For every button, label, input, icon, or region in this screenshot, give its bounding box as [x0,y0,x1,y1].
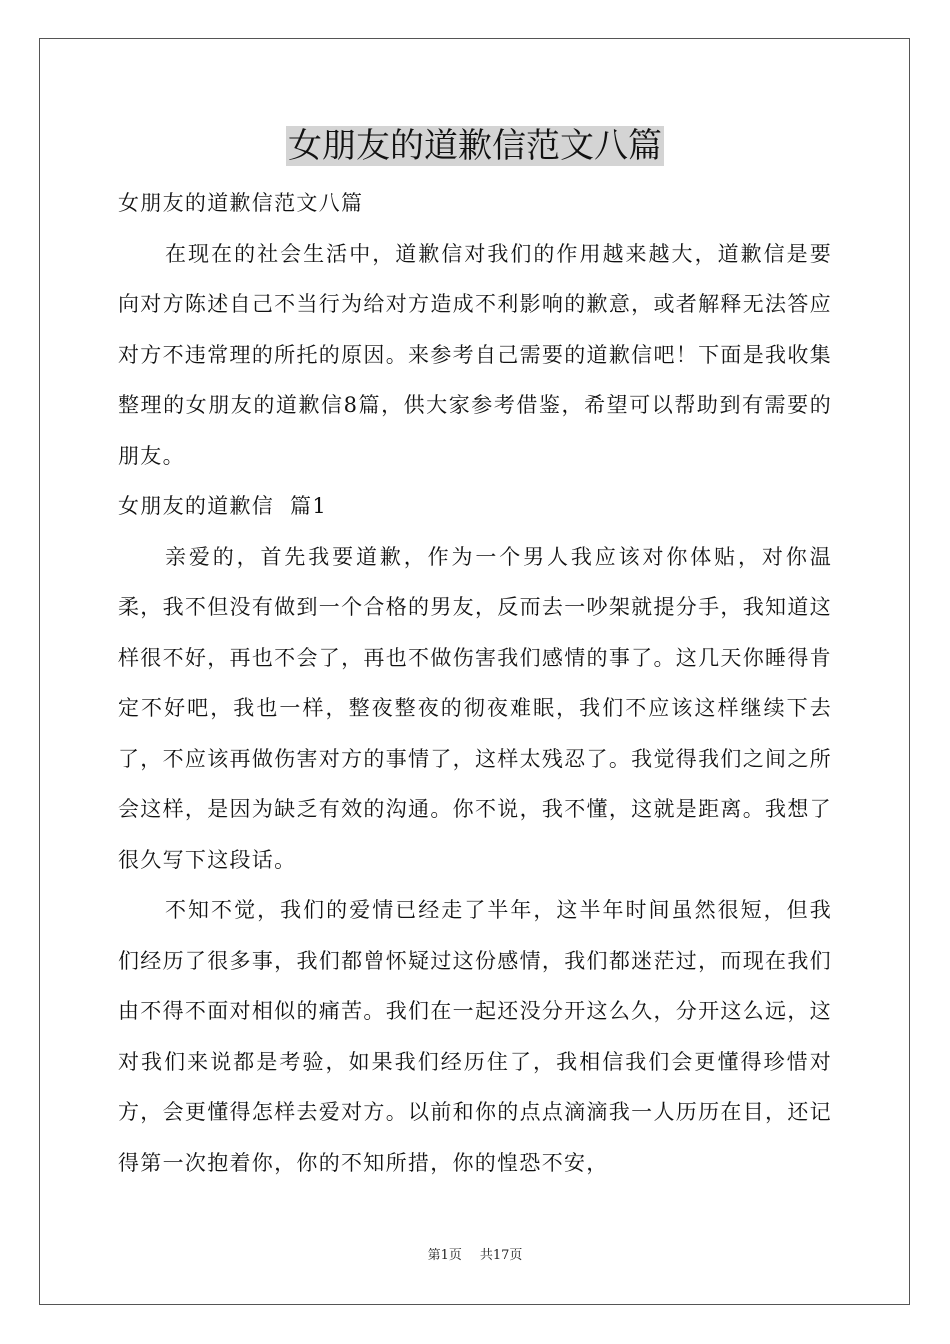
document-title [0,124,950,168]
intro-paragraph: 在现在的社会生活中，道歉信对我们的作用越来越大，道歉信是要向对方陈述自己不当行为给对方造成不利影响的歉意，或者解释无法答应对方不违常理的所托的原因。来参考自己需要的道歉信吧！下面是我收集整理的女朋友的道歉信8篇，供大家参考借鉴，希望可以帮助到有需要的朋友。 [118,241,832,468]
document-subtitle: 女朋友的道歉信范文八篇 [118,191,364,215]
page-total: 共17页 [479,1248,523,1263]
document-body [118,178,832,1188]
page-footer [0,1247,950,1265]
body-paragraph-2: 不知不觉，我们的爱情已经走了半年，这半年时间虽然很短，但我们经历了很多事，我们都曾怀疑过这份感情，我们都迷茫过，而现在我们由不得不面对相似的痛苦。我们在一起还没分开这么久，分开这么远，这对我们来说都是考验，如果我们经历住了，我相信我们会更懂得珍惜对方，会更懂得怎样去爱对方。以前和你的点点滴滴我一人历历在目，还记得第一次抱着你，你的不知所措，你的惶恐不安， [118,898,832,1175]
body-paragraph-1: 亲爱的，首先我要道歉，作为一个男人我应该对你体贴，对你温柔，我不但没有做到一个合格的男友，反而去一吵架就提分手，我知道这样很不好，再也不会了，再也不做伤害我们感情的事了。这几天你睡得肯定不好吧，我也一样，整夜整夜的彻夜难眠，我们不应该这样继续下去了，不应该再做伤害对方的事情了，这样太残忍了。我觉得我们之间之所会这样，是因为缺乏有效的沟通。你不说，我不懂，这就是距离。我想了很久写下这段话。 [118,544,832,872]
page-number: 第1页 [427,1248,462,1263]
section-heading: 女朋友的道歉信 篇1 [118,494,328,518]
document-title-text: 女朋友的道歉信范文八篇 [288,126,662,166]
